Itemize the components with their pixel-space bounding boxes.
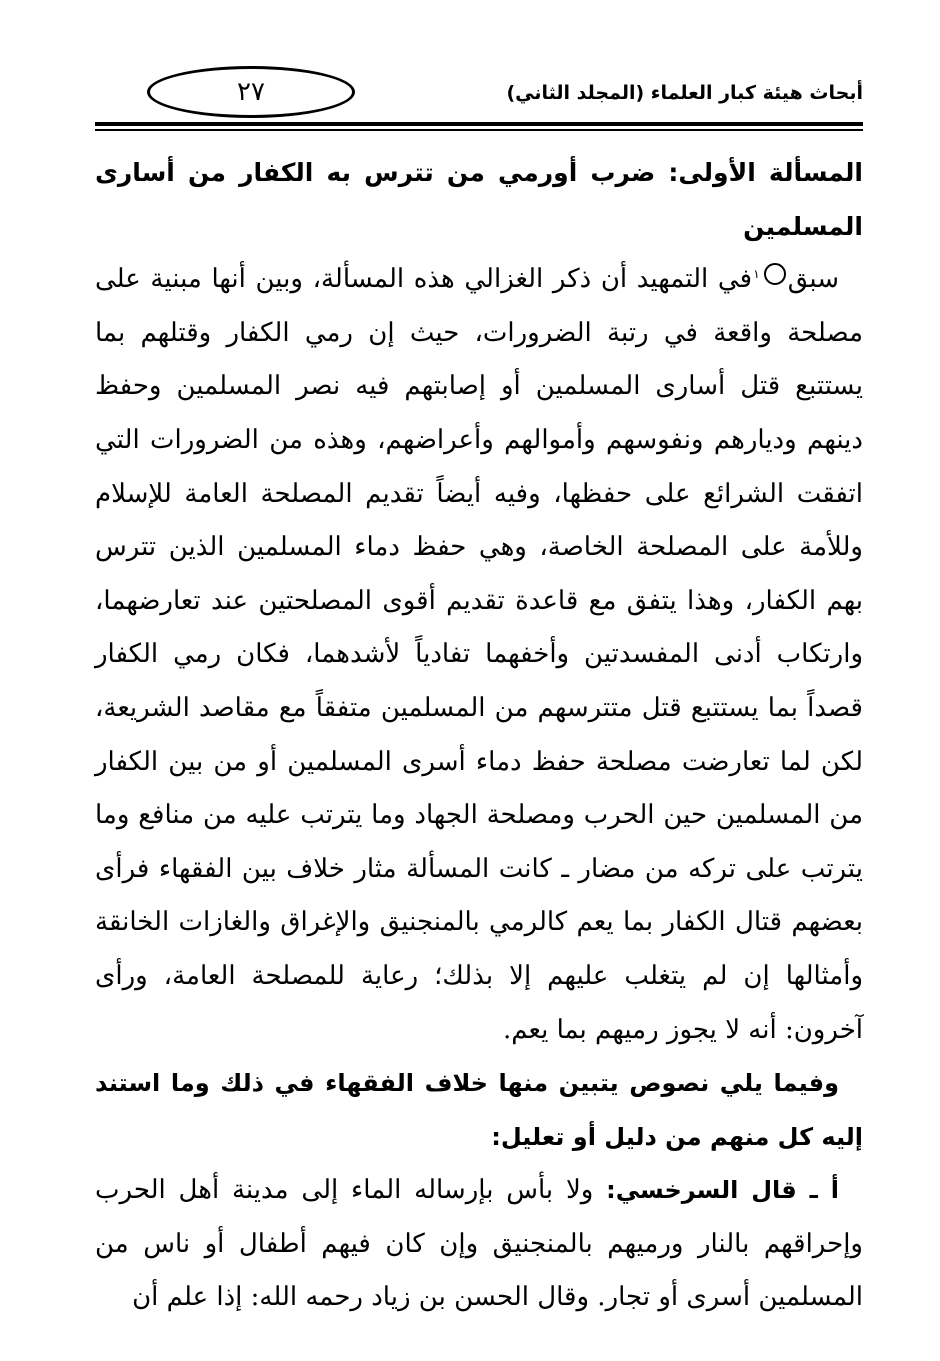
running-title: أبحاث هيئة كبار العلماء (المجلد الثاني) [506, 82, 863, 104]
page-body [95, 146, 863, 1325]
paragraph-3-label: أ ـ قال السرخسي: [606, 1176, 840, 1205]
header-rule-thin [95, 129, 863, 131]
paragraph-1-text: في التمهيد أن ذكر الغزالي هذه المسألة، وبين أنها مبنية على مصلحة واقعة في رتبة الضرورات، حيث إن رمي الكفار وقتلهم بما يستتبع قتل أسارى المسلمين أو إصابتهم فيه نصر المسلمين وحفظ دينهم وديارهم ونفوسهم وأموالهم وأعراضهم، وهذه من الضرورات التي اتفقت الشرائع على حفظها، وفيه أيضاً تقديم المصلحة العامة للإسلام وللأمة على المصلحة الخاصة، وهي حفظ دماء المسلمين الذين تترس بهم الكفار، وهذا يتفق مع قاعدة تقديم أقوى المصلحتين عند تعارضهما، وارتكاب أدنى المفسدتين وأخفهما تفادياً لأشدهما، فكان رمي الكفار قصداً بما يستتبع قتل متترسهم من المسلمين متفقاً مع مقاصد الشريعة، لكن لما تعارضت مصلحة حفظ دماء أسرى المسلمين أو من بين الكفار من المسلمين حين الحرب ومصلحة الجهاد وما يترتب عليه من منافع وما يترتب على تركه من مضار ـ كانت المسألة مثار خلاف بين الفقهاء فرأى بعضهم قتال الكفار بما يعم كالرمي بالمنجنيق والإغراق والغازات الخانقة وأمثالها إن لم يتغلب عليهم إلا بذلك؛ رعاية للمصلحة العامة، ورأى آخرون: أنه لا يجوز رميهم بما يعم. [95, 264, 863, 1045]
paragraph-1 [95, 253, 863, 1057]
paragraph-3-text: ولا بأس بإرساله الماء إلى مدينة أهل الحرب وإحراقهم بالنار ورميهم بالمنجنيق وإن كان فيهم أطفال أو ناس من المسلمين أسرى أو تجار. وقال الحسن بن زياد رحمه الله: إذا علم أن [95, 1175, 863, 1313]
paragraph-1-lead: سبق [787, 264, 840, 295]
page-number-oval [147, 66, 355, 118]
paragraph-3 [95, 1164, 863, 1325]
footnote-marker-icon: ١ [764, 263, 786, 285]
header-rule-thick [95, 122, 863, 126]
page-header [95, 62, 863, 132]
paragraph-2: وفيما يلي نصوص يتبين منها خلاف الفقهاء في ذلك وما استند إليه كل منهم من دليل أو تعليل: [95, 1069, 863, 1151]
page-number: ٢٧ [237, 77, 265, 107]
section-heading: المسألة الأولى: ضرب أورمي من تترس به الكفار من أسارى المسلمين [95, 158, 863, 241]
